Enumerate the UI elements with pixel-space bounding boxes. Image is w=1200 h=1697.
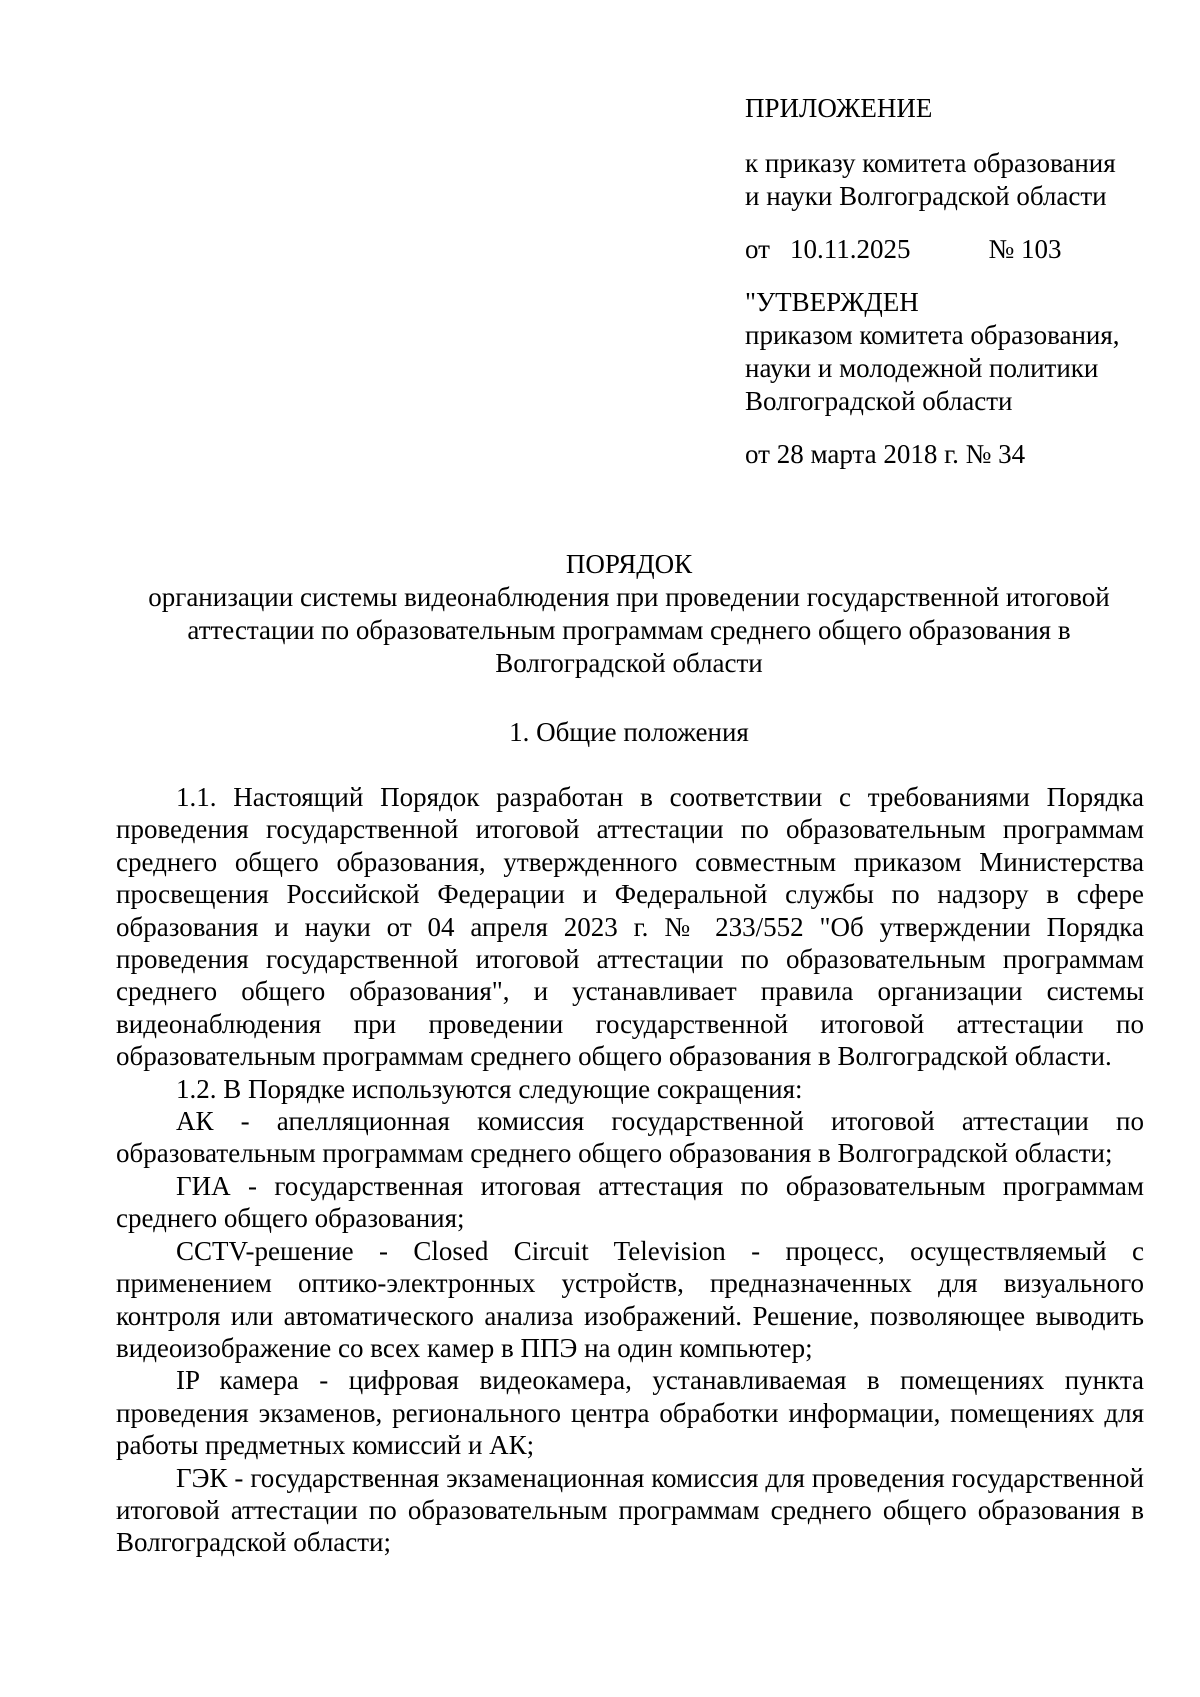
order-prefix: от xyxy=(745,234,770,264)
paragraph: ГЭК - государственная экзаменационная комиссия для проведения государственной итоговой аттестации по образовательным программам среднего общего образования в Волгоградской области; xyxy=(116,1462,1144,1558)
approved-date: от 28 марта 2018 г. № 34 xyxy=(745,439,1026,469)
approved-body xyxy=(745,319,1165,418)
paragraph: 1.1. Настоящий Порядок разработан в соответствии с требованиями Порядка проведения государственной итоговой аттестации по образовательным программам среднего общего образования, утвержденного совместным приказом Министерства просвещения Российской Федерации и Федеральной службы по надзору в сфере образования и науки от 04 апреля 2023 г. № 233/552 "Об утверждении Порядка проведения государственной итоговой аттестации по образовательным программам среднего общего образования", и устанавливает правила организации системы видеонаблюдения при проведении государственной итоговой аттестации по образовательным программам среднего общего образования в Волгоградской области. xyxy=(116,782,1144,1072)
order-date: 10.11.2025 xyxy=(789,234,911,264)
approval-block xyxy=(745,92,1165,471)
approved-line: Волгоградской области xyxy=(745,386,1013,416)
appendix-title: ПРИЛОЖЕНИЕ xyxy=(745,93,933,123)
approved-title: "УТВЕРЖДЕН xyxy=(745,287,919,317)
to-order-line: и науки Волгоградской области xyxy=(745,181,1107,211)
document-heading xyxy=(116,548,1142,680)
to-order-block xyxy=(745,147,1165,213)
paragraph: CCTV-решение - Closed Circuit Television - процесс, осуществляемый с применением оптико-электронных устройств, предназначенных для визуального контроля или автоматического анализа изображений. Решение, позволяющее выводить видеоизображение со всех камер в ППЭ на один компьютер; xyxy=(116,1235,1144,1363)
document-body xyxy=(116,781,1144,1559)
section-title: 1. Общие положения xyxy=(509,717,749,747)
paragraph: IP камера - цифровая видеокамера, устанавливаемая в помещениях пункта проведения экзаменов, регионального центра обработки информации, помещениях для работы предметных комиссий и АК; xyxy=(116,1365,1144,1461)
document-subject: организации системы видеонаблюдения при проведении государственной итоговой аттестации по образовательным программам среднего общего образования в Волгоградской области xyxy=(148,582,1110,678)
document-kind: ПОРЯДОК xyxy=(565,549,693,579)
to-order-line: к приказу комитета образования xyxy=(745,148,1116,178)
approved-line: науки и молодежной политики xyxy=(745,353,1099,383)
order-number: № 103 xyxy=(988,234,1062,264)
order-date-line xyxy=(745,233,1165,266)
paragraph: ГИА - государственная итоговая аттестация по образовательным программам среднего общего образования; xyxy=(116,1170,1144,1234)
approved-line: приказом комитета образования, xyxy=(745,320,1120,350)
paragraph: АК - апелляционная комиссия государственной итоговой аттестации по образовательным программам среднего общего образования в Волгоградской области; xyxy=(116,1106,1144,1169)
paragraph: 1.2. В Порядке используются следующие сокращения: xyxy=(176,1073,803,1104)
